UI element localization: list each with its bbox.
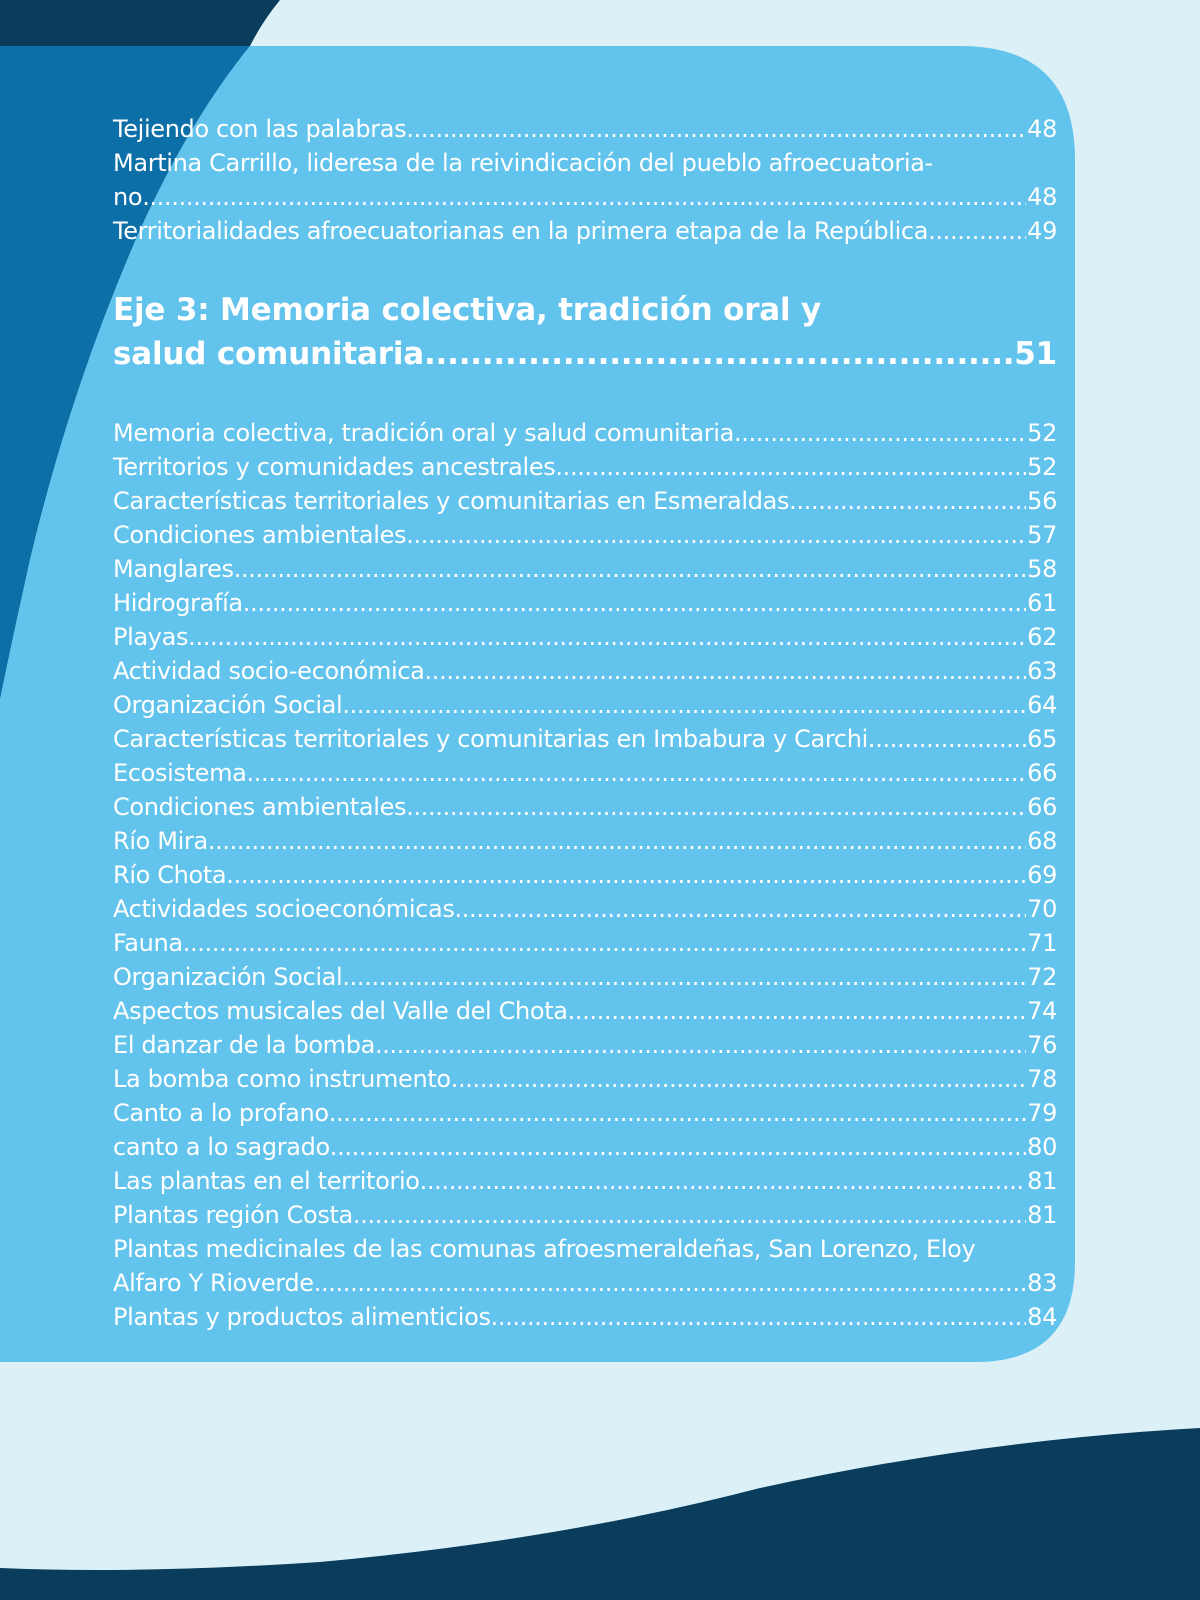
toc-entry-title: Canto a lo profano [113, 1099, 329, 1127]
toc-entry-title: Las plantas en el territorio [113, 1167, 420, 1195]
bottom-dark-wave [0, 1428, 1200, 1600]
toc-entry-title: Organización Social [113, 963, 343, 991]
toc-entry[interactable] [113, 214, 1057, 248]
toc-entry-page: 57 [1027, 521, 1057, 549]
toc-leader-dots [353, 1198, 1026, 1232]
toc-entry-title: Características territoriales y comunitarias en Esmeraldas [113, 487, 790, 515]
toc-entry[interactable] [113, 518, 1057, 552]
toc-entry-title: Fauna [113, 929, 183, 957]
toc-entry-page: 63 [1027, 657, 1057, 685]
toc-leader-dots [342, 960, 1026, 994]
toc-leader-dots [455, 892, 1027, 926]
toc-entry[interactable] [113, 180, 1057, 214]
toc-entry[interactable] [113, 892, 1057, 926]
toc-entry[interactable] [113, 1062, 1057, 1096]
toc-entry-title: Ecosistema [113, 759, 247, 787]
toc-entry-title: Características territoriales y comunitarias en Imbabura y Carchi [113, 725, 868, 753]
toc-leader-dots [868, 722, 1026, 756]
toc-entry[interactable] [113, 450, 1057, 484]
toc-entry-page: 71 [1027, 929, 1057, 957]
toc-leader-dots [451, 1062, 1026, 1096]
toc-leader-dots [555, 450, 1026, 484]
toc-entry[interactable] [113, 960, 1057, 994]
toc-entry-page: 48 [1027, 183, 1057, 211]
toc-entry-page: 76 [1027, 1031, 1057, 1059]
toc-entry-title: Río Chota [113, 861, 227, 889]
toc-entry-page: 69 [1027, 861, 1057, 889]
toc-entry[interactable] [113, 1028, 1057, 1062]
toc-entry-title: canto a lo sagrado [113, 1133, 330, 1161]
toc-entry[interactable] [113, 416, 1057, 450]
toc-entry-page: 48 [1027, 115, 1057, 143]
toc-entry-title: La bomba como instrumento [113, 1065, 451, 1093]
toc-leader-dots [568, 994, 1027, 1028]
toc-leader-dots [226, 858, 1026, 892]
section-page: 51 [1014, 336, 1057, 372]
toc-entry-page: 70 [1027, 895, 1057, 923]
toc-leader-dots [246, 756, 1026, 790]
toc-entry-page: 64 [1027, 691, 1057, 719]
toc-entry-page: 65 [1027, 725, 1057, 753]
toc-entry[interactable] [113, 722, 1057, 756]
toc-entry[interactable] [113, 1130, 1057, 1164]
toc-leader-dots [425, 654, 1027, 688]
toc-leader-dots [330, 1130, 1026, 1164]
toc-entry-title-line1: Plantas medicinales de las comunas afroesmeraldeñas, San Lorenzo, Eloy [113, 1235, 976, 1263]
toc-entry-title: Territorios y comunidades ancestrales [113, 453, 556, 481]
toc-entry-title: Río Mira [113, 827, 208, 855]
toc-leader-dots [208, 824, 1026, 858]
toc-entry-page: 81 [1027, 1201, 1057, 1229]
toc-entry[interactable] [113, 926, 1057, 960]
toc-entry-page: 79 [1027, 1099, 1057, 1127]
toc-leader-dots [234, 552, 1026, 586]
top-left-dark-band [0, 0, 280, 46]
toc-entry[interactable] [113, 824, 1057, 858]
toc-leader-dots [928, 214, 1026, 248]
toc-leader-dots [406, 112, 1026, 146]
toc-entry[interactable] [113, 858, 1057, 892]
toc-entry-title: Plantas región Costa [113, 1201, 353, 1229]
toc-entry-title: Actividades socioeconómicas [113, 895, 455, 923]
toc-entry-title: Condiciones ambientales [113, 521, 407, 549]
toc-entry-title: Hidrografía [113, 589, 243, 617]
toc-entry[interactable] [113, 1300, 1057, 1334]
toc-entry-title: Plantas y productos alimenticios [113, 1303, 491, 1331]
toc-entry-title-line1: Martina Carrillo, lideresa de la reivindicación del pueblo afroecuatoria- [113, 149, 933, 177]
toc-leader-dots [188, 620, 1026, 654]
toc-entry[interactable] [113, 688, 1057, 722]
toc-entry[interactable] [113, 620, 1057, 654]
toc-entry[interactable] [113, 1266, 1057, 1300]
toc-entry-page: 52 [1027, 419, 1057, 447]
toc-entry[interactable] [113, 994, 1057, 1028]
toc-leader-dots [342, 688, 1026, 722]
toc-entry-page: 83 [1027, 1269, 1057, 1297]
toc-leader-dots [734, 416, 1026, 450]
toc-entry-page: 81 [1027, 1167, 1057, 1195]
toc-entry-page: 61 [1027, 589, 1057, 617]
toc-leader-dots [314, 1266, 1026, 1300]
toc-entry-page: 84 [1027, 1303, 1057, 1331]
toc-entry-title: Condiciones ambientales [113, 793, 407, 821]
table-of-contents [113, 112, 1057, 1334]
toc-entry-title: Tejiendo con las palabras [113, 115, 407, 143]
toc-leader-dots [375, 1028, 1026, 1062]
toc-entry-title: Memoria colectiva, tradición oral y salud comunitaria [113, 419, 734, 447]
section-leader-dots [424, 332, 1014, 376]
toc-entry-page: 80 [1027, 1133, 1057, 1161]
toc-entry-title: Manglares [113, 555, 234, 583]
toc-leader-dots [183, 926, 1026, 960]
toc-entry-title: Actividad socio-económica [113, 657, 425, 685]
toc-entry[interactable] [113, 1164, 1057, 1198]
toc-entry-page: 52 [1027, 453, 1057, 481]
toc-leader-dots [406, 790, 1026, 824]
toc-leader-dots [243, 586, 1026, 620]
section-title-line1: Eje 3: Memoria colectiva, tradición oral y [113, 292, 822, 328]
toc-entry[interactable] [113, 1096, 1057, 1130]
toc-entry[interactable] [113, 790, 1057, 824]
toc-entry-title: Organización Social [113, 691, 343, 719]
section-title-line2: salud comunitaria [113, 336, 424, 372]
toc-entry-title: Playas [113, 623, 189, 651]
toc-entry-title-line2: Alfaro Y Rioverde [113, 1269, 314, 1297]
toc-leader-dots [406, 518, 1026, 552]
toc-entry[interactable] [113, 586, 1057, 620]
toc-entry-page: 62 [1027, 623, 1057, 651]
toc-entry-page: 49 [1027, 217, 1057, 245]
toc-entry-page: 58 [1027, 555, 1057, 583]
toc-entry[interactable] [113, 756, 1057, 790]
section-heading[interactable] [113, 288, 1057, 376]
toc-entry[interactable] [113, 654, 1057, 688]
toc-entry[interactable] [113, 552, 1057, 586]
toc-entry-page: 66 [1027, 793, 1057, 821]
toc-entry-title: Territorialidades afroecuatorianas en la primera etapa de la República [113, 217, 929, 245]
toc-entry[interactable] [113, 1198, 1057, 1232]
toc-entry-page: 56 [1027, 487, 1057, 515]
toc-entry-page: 72 [1027, 963, 1057, 991]
toc-entry-page: 74 [1027, 997, 1057, 1025]
toc-leader-dots [789, 484, 1026, 518]
toc-entry[interactable] [113, 484, 1057, 518]
toc-leader-dots [142, 180, 1026, 214]
toc-entry-title-line2: no [113, 183, 143, 211]
toc-entry-page: 78 [1027, 1065, 1057, 1093]
toc-entry-title: Aspectos musicales del Valle del Chota [113, 997, 568, 1025]
toc-entry[interactable] [113, 112, 1057, 146]
toc-leader-dots [491, 1300, 1027, 1334]
toc-leader-dots [329, 1096, 1026, 1130]
toc-entry-title: El danzar de la bomba [113, 1031, 375, 1059]
toc-entry-page: 68 [1027, 827, 1057, 855]
toc-leader-dots [420, 1164, 1027, 1198]
toc-entry-page: 66 [1027, 759, 1057, 787]
